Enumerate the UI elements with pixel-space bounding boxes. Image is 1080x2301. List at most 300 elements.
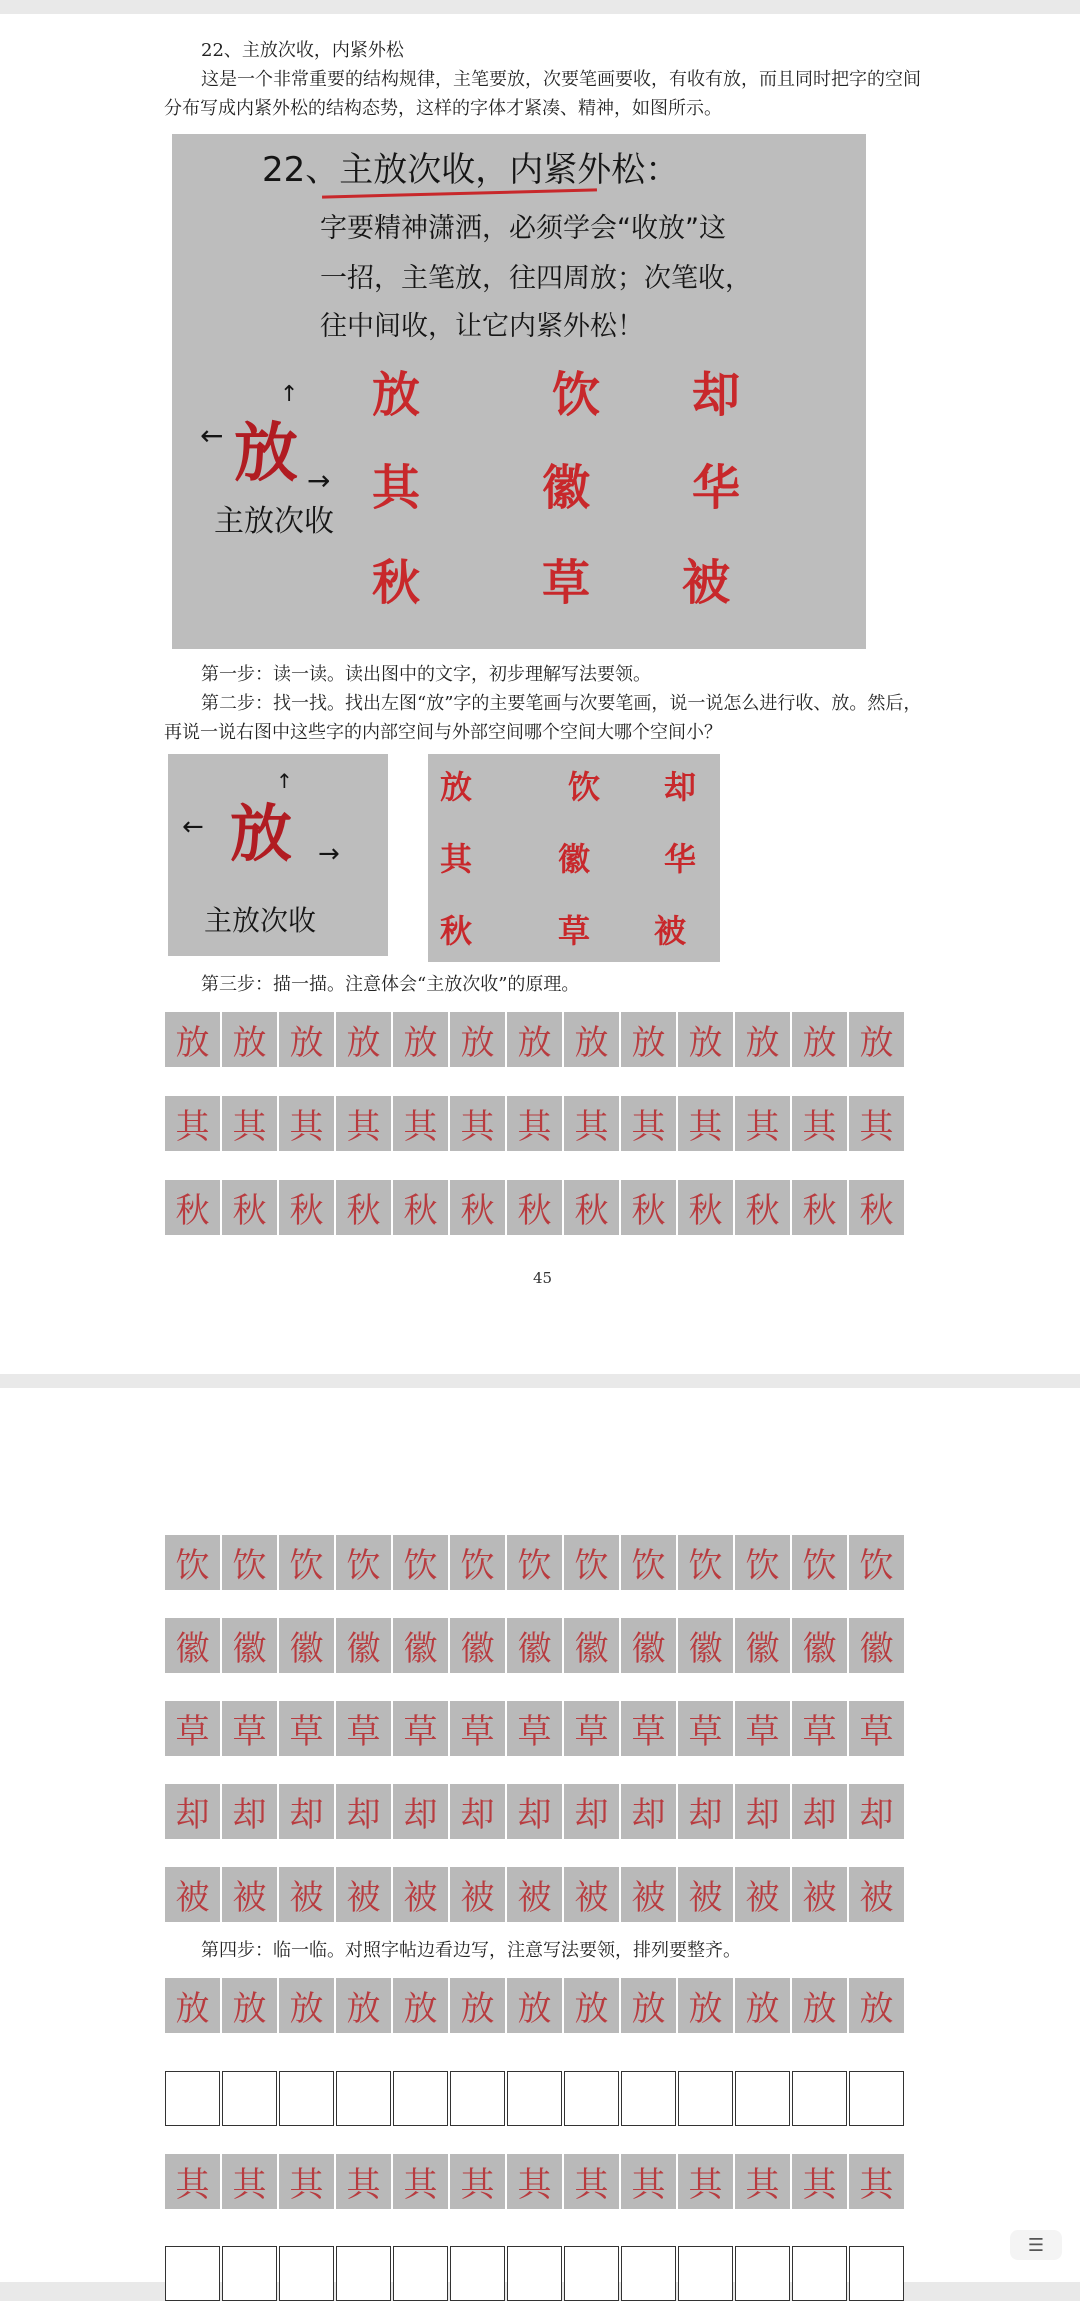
trace-cell [222,1096,277,1151]
photo-char: 徽 [542,460,591,516]
trace-char: 放 [802,1023,837,1063]
document-page-1 [0,14,1080,1374]
trace-char: 放 [802,1989,837,2029]
trace-cell [792,1978,847,2033]
trace-cell [849,1784,904,1839]
practice-box[interactable] [279,2071,334,2126]
step-2: 第二步：找一找。找出左图“放”字的主要笔画与次要笔画，说一说怎么进行收、放。然后，再说一说右图中这些字的内部空间与外部空间哪个空间大哪个空间小？ [164,693,922,743]
trace-cell [165,1180,220,1235]
trace-cell [792,1096,847,1151]
trace-cell [165,1978,220,2033]
trace-cell [621,2154,676,2209]
trace-cell [336,2154,391,2209]
photo-char: 华 [692,460,741,516]
trace-char: 放 [289,1989,324,2029]
trace-cell [792,2154,847,2209]
trace-char: 秋 [859,1191,894,1231]
practice-box[interactable] [393,2071,448,2126]
trace-cell [621,1096,676,1151]
photo-char: 却 [692,367,741,423]
photo-char: 饮 [552,367,601,423]
trace-cell [621,1618,676,1673]
trace-char: 放 [175,1023,210,1063]
trace-cell [165,1618,220,1673]
trace-char: 放 [574,1023,609,1063]
practice-box[interactable] [507,2246,562,2301]
trace-cell [279,1618,334,1673]
trace-cell [279,1701,334,1756]
trace-char: 放 [346,1989,381,2029]
trace-cell [849,1618,904,1673]
trace-cell [735,1618,790,1673]
photo-title: 22、主放次收，内紧外松： [262,150,680,190]
trace-char: 徽 [859,1629,894,1669]
practice-box[interactable] [222,2071,277,2126]
practice-box[interactable] [336,2071,391,2126]
trace-cell [507,1618,562,1673]
photo-char: 草 [542,555,591,611]
trace-char: 放 [745,1023,780,1063]
trace-char: 被 [745,1878,780,1918]
trace-char: 其 [232,2165,267,2205]
trace-cell [678,1784,733,1839]
trace-cell [165,1784,220,1839]
trace-cell [450,1180,505,1235]
small-photo-char: 放 [440,768,473,806]
practice-box[interactable] [849,2246,904,2301]
trace-char: 其 [631,2165,666,2205]
trace-cell [336,1096,391,1151]
trace-char: 徽 [403,1629,438,1669]
practice-box[interactable] [735,2071,790,2126]
trace-cell [222,1978,277,2033]
trace-char: 放 [460,1989,495,2029]
menu-icon[interactable]: ☰ [1010,2230,1062,2260]
practice-box[interactable] [735,2246,790,2301]
small-photo-char: 草 [558,912,591,950]
trace-char: 被 [859,1878,894,1918]
diagram-char: 放 [234,417,298,491]
trace-char: 秋 [346,1191,381,1231]
trace-char: 却 [403,1795,438,1835]
photo-line-2: 一招，主笔放，往四周放；次笔收， [320,263,752,294]
trace-cell [564,1180,619,1235]
trace-char: 被 [631,1878,666,1918]
chars-photo-small [428,754,720,962]
trace-cell [792,1701,847,1756]
practice-box[interactable] [792,2246,847,2301]
trace-cell [621,1978,676,2033]
trace-char: 却 [631,1795,666,1835]
trace-cell [735,1701,790,1756]
trace-cell [165,1535,220,1590]
trace-cell [621,1535,676,1590]
trace-row [165,1867,904,1922]
handwriting-photo [172,134,866,649]
diagram-photo-small [168,754,388,956]
trace-char: 被 [517,1878,552,1918]
photo-char: 放 [372,367,421,423]
practice-box[interactable] [165,2071,220,2126]
trace-char: 被 [460,1878,495,1918]
trace-row [165,1618,904,1673]
trace-cell [735,1867,790,1922]
practice-box[interactable] [507,2071,562,2126]
trace-char: 徽 [460,1629,495,1669]
trace-char: 却 [574,1795,609,1835]
photo-line-1: 字要精神潇洒，必须学会“收放”这 [320,213,726,244]
trace-cell [792,1618,847,1673]
trace-cell [507,1180,562,1235]
trace-char: 放 [631,1989,666,2029]
practice-box[interactable] [564,2071,619,2126]
trace-char: 其 [289,1107,324,1147]
trace-cell [507,1701,562,1756]
trace-char: 放 [631,1023,666,1063]
trace-char: 饮 [859,1546,894,1586]
trace-cell [222,2154,277,2209]
trace-char: 徽 [688,1629,723,1669]
trace-char: 草 [232,1712,267,1752]
trace-cell [393,1535,448,1590]
trace-cell [735,2154,790,2209]
up-arrow-icon: ↑ [276,769,293,793]
trace-cell [564,1535,619,1590]
trace-cell [222,1867,277,1922]
trace-char: 其 [859,1107,894,1147]
trace-char: 却 [175,1795,210,1835]
trace-cell [678,1180,733,1235]
trace-row [165,1701,904,1756]
trace-char: 其 [745,1107,780,1147]
trace-char: 其 [631,1107,666,1147]
practice-box[interactable] [792,2071,847,2126]
trace-row [165,1012,904,1067]
trace-char: 草 [802,1712,837,1752]
trace-cell [792,1867,847,1922]
trace-cell [621,1012,676,1067]
trace-cell [336,1180,391,1235]
trace-char: 徽 [175,1629,210,1669]
trace-cell [279,1180,334,1235]
trace-cell [450,1784,505,1839]
trace-cell [393,2154,448,2209]
trace-char: 饮 [517,1546,552,1586]
trace-cell [393,1867,448,1922]
small-photo-char: 秋 [440,912,473,950]
photo-char: 秋 [372,555,421,611]
trace-cell [279,1978,334,2033]
trace-char: 放 [403,1989,438,2029]
trace-char: 其 [346,1107,381,1147]
trace-char: 放 [859,1023,894,1063]
trace-cell [450,1012,505,1067]
trace-cell [222,1535,277,1590]
trace-cell [450,2154,505,2209]
trace-char: 放 [232,1023,267,1063]
trace-char: 徽 [631,1629,666,1669]
trace-char: 秋 [517,1191,552,1231]
trace-row [165,1535,904,1590]
trace-cell [279,2154,334,2209]
practice-box[interactable] [621,2246,676,2301]
trace-char: 放 [460,1023,495,1063]
practice-box[interactable] [621,2071,676,2126]
trace-cell [393,1096,448,1151]
trace-char: 草 [403,1712,438,1752]
trace-char: 其 [517,2165,552,2205]
trace-char: 其 [460,1107,495,1147]
trace-cell [336,1978,391,2033]
trace-cell [393,1701,448,1756]
trace-char: 其 [802,1107,837,1147]
trace-cell [507,1978,562,2033]
trace-cell [279,1012,334,1067]
trace-cell [393,1180,448,1235]
trace-char: 其 [403,2165,438,2205]
trace-cell [678,1618,733,1673]
trace-row [165,1096,904,1151]
trace-char: 秋 [460,1191,495,1231]
trace-char: 放 [745,1989,780,2029]
trace-char: 饮 [460,1546,495,1586]
trace-char: 其 [745,2165,780,2205]
trace-char: 其 [175,1107,210,1147]
trace-cell [222,1180,277,1235]
trace-cell [222,1618,277,1673]
trace-row [165,1180,904,1235]
trace-char: 放 [346,1023,381,1063]
trace-char: 饮 [631,1546,666,1586]
trace-char: 其 [403,1107,438,1147]
trace-char: 徽 [745,1629,780,1669]
trace-char: 秋 [289,1191,324,1231]
trace-cell [849,1867,904,1922]
trace-cell [678,1535,733,1590]
trace-char: 放 [517,1023,552,1063]
trace-char: 饮 [688,1546,723,1586]
trace-cell [450,1618,505,1673]
trace-cell [564,1096,619,1151]
trace-char: 秋 [574,1191,609,1231]
trace-char: 其 [859,2165,894,2205]
practice-box[interactable] [450,2071,505,2126]
practice-box[interactable] [849,2071,904,2126]
trace-cell [792,1535,847,1590]
trace-char: 秋 [403,1191,438,1231]
trace-cell [735,1535,790,1590]
trace-char: 草 [631,1712,666,1752]
trace-char: 却 [460,1795,495,1835]
trace-cell [507,1012,562,1067]
trace-cell [678,1701,733,1756]
trace-cell [621,1701,676,1756]
small-diagram-caption: 主放次收 [204,904,317,937]
practice-box[interactable] [336,2246,391,2301]
trace-cell [450,1867,505,1922]
trace-cell [621,1784,676,1839]
trace-cell [678,2154,733,2209]
trace-char: 却 [517,1795,552,1835]
trace-cell [735,1784,790,1839]
practice-box[interactable] [279,2246,334,2301]
trace-cell [450,1096,505,1151]
trace-char: 被 [802,1878,837,1918]
trace-cell [507,1096,562,1151]
trace-cell [678,1012,733,1067]
trace-cell [450,1978,505,2033]
trace-char: 其 [232,1107,267,1147]
trace-cell [849,2154,904,2209]
trace-cell [222,1784,277,1839]
trace-cell [678,1096,733,1151]
trace-char: 秋 [688,1191,723,1231]
trace-char: 放 [517,1989,552,2029]
practice-box[interactable] [678,2071,733,2126]
trace-cell [507,1867,562,1922]
trace-cell [165,2154,220,2209]
photo-char: 其 [372,460,421,516]
trace-char: 却 [289,1795,324,1835]
small-photo-char: 其 [440,840,473,878]
trace-char: 却 [745,1795,780,1835]
trace-char: 却 [346,1795,381,1835]
copy-model-row [165,2154,904,2209]
trace-cell [450,1535,505,1590]
trace-char: 却 [232,1795,267,1835]
trace-cell [507,1784,562,1839]
trace-cell [222,1701,277,1756]
trace-char: 被 [688,1878,723,1918]
trace-char: 草 [460,1712,495,1752]
trace-char: 放 [289,1023,324,1063]
trace-char: 草 [574,1712,609,1752]
trace-char: 却 [802,1795,837,1835]
trace-char: 其 [517,1107,552,1147]
trace-cell [564,1618,619,1673]
trace-cell [222,1012,277,1067]
small-photo-char: 华 [664,840,697,878]
trace-char: 秋 [745,1191,780,1231]
practice-box[interactable] [222,2246,277,2301]
small-photo-char: 徽 [558,840,591,878]
trace-char: 秋 [631,1191,666,1231]
right-arrow-icon: → [307,464,331,497]
trace-char: 饮 [175,1546,210,1586]
trace-char: 放 [403,1023,438,1063]
trace-char: 草 [517,1712,552,1752]
trace-cell [849,1180,904,1235]
trace-char: 其 [460,2165,495,2205]
trace-char: 徽 [802,1629,837,1669]
trace-char: 放 [688,1023,723,1063]
copy-model-row [165,1978,904,2033]
trace-char: 饮 [745,1546,780,1586]
trace-char: 被 [232,1878,267,1918]
trace-cell [393,1618,448,1673]
trace-cell [336,1535,391,1590]
trace-char: 放 [232,1989,267,2029]
practice-box[interactable] [450,2246,505,2301]
trace-char: 饮 [574,1546,609,1586]
step-1: 第一步：读一读。读出图中的文字，初步理解写法要领。 [201,664,651,685]
trace-cell [678,1867,733,1922]
trace-cell [564,2154,619,2209]
trace-cell [792,1180,847,1235]
trace-cell [849,1535,904,1590]
trace-char: 放 [859,1989,894,2029]
trace-cell [393,1978,448,2033]
diagram-caption: 主放次收 [214,504,334,539]
trace-char: 被 [346,1878,381,1918]
trace-char: 饮 [289,1546,324,1586]
trace-cell [564,1867,619,1922]
practice-box[interactable] [393,2246,448,2301]
trace-cell [336,1012,391,1067]
trace-char: 其 [688,1107,723,1147]
trace-cell [336,1701,391,1756]
trace-cell [336,1618,391,1673]
trace-char: 秋 [802,1191,837,1231]
trace-cell [564,1978,619,2033]
page-number: 45 [533,1269,553,1287]
trace-cell [621,1867,676,1922]
small-photo-char: 被 [654,912,687,950]
trace-char: 放 [688,1989,723,2029]
left-arrow-icon: ← [200,419,224,452]
practice-box[interactable] [564,2246,619,2301]
practice-box[interactable] [165,2246,220,2301]
trace-char: 其 [574,1107,609,1147]
trace-cell [792,1012,847,1067]
trace-char: 却 [688,1795,723,1835]
trace-char: 秋 [175,1191,210,1231]
practice-box-row[interactable] [165,2071,904,2126]
photo-char: 被 [682,555,731,611]
trace-char: 被 [403,1878,438,1918]
practice-box-row[interactable] [165,2246,904,2301]
trace-cell [735,1012,790,1067]
trace-char: 徽 [289,1629,324,1669]
trace-char: 饮 [232,1546,267,1586]
trace-char: 其 [802,2165,837,2205]
trace-row [165,1784,904,1839]
trace-cell [621,1180,676,1235]
trace-char: 草 [346,1712,381,1752]
trace-char: 被 [289,1878,324,1918]
trace-char: 被 [175,1878,210,1918]
trace-cell [165,1012,220,1067]
trace-cell [735,1978,790,2033]
trace-cell [678,1978,733,2033]
document-page-2 [0,1388,1080,2282]
trace-cell [336,1784,391,1839]
photo-line-3: 往中间收，让它内紧外松！ [320,311,644,342]
trace-char: 饮 [403,1546,438,1586]
trace-char: 徽 [517,1629,552,1669]
trace-cell [393,1012,448,1067]
trace-cell [165,1096,220,1151]
trace-char: 草 [745,1712,780,1752]
intro-paragraph: 这是一个非常重要的结构规律，主笔要放，次要笔画要收，有收有放，而且同时把字的空间分布写成内紧外松的结构态势，这样的字体才紧凑、精神，如图所示。 [164,69,921,119]
trace-cell [735,1180,790,1235]
trace-char: 却 [859,1795,894,1835]
trace-char: 其 [688,2165,723,2205]
trace-char: 其 [346,2165,381,2205]
practice-box[interactable] [678,2246,733,2301]
trace-char: 草 [688,1712,723,1752]
trace-cell [279,1784,334,1839]
